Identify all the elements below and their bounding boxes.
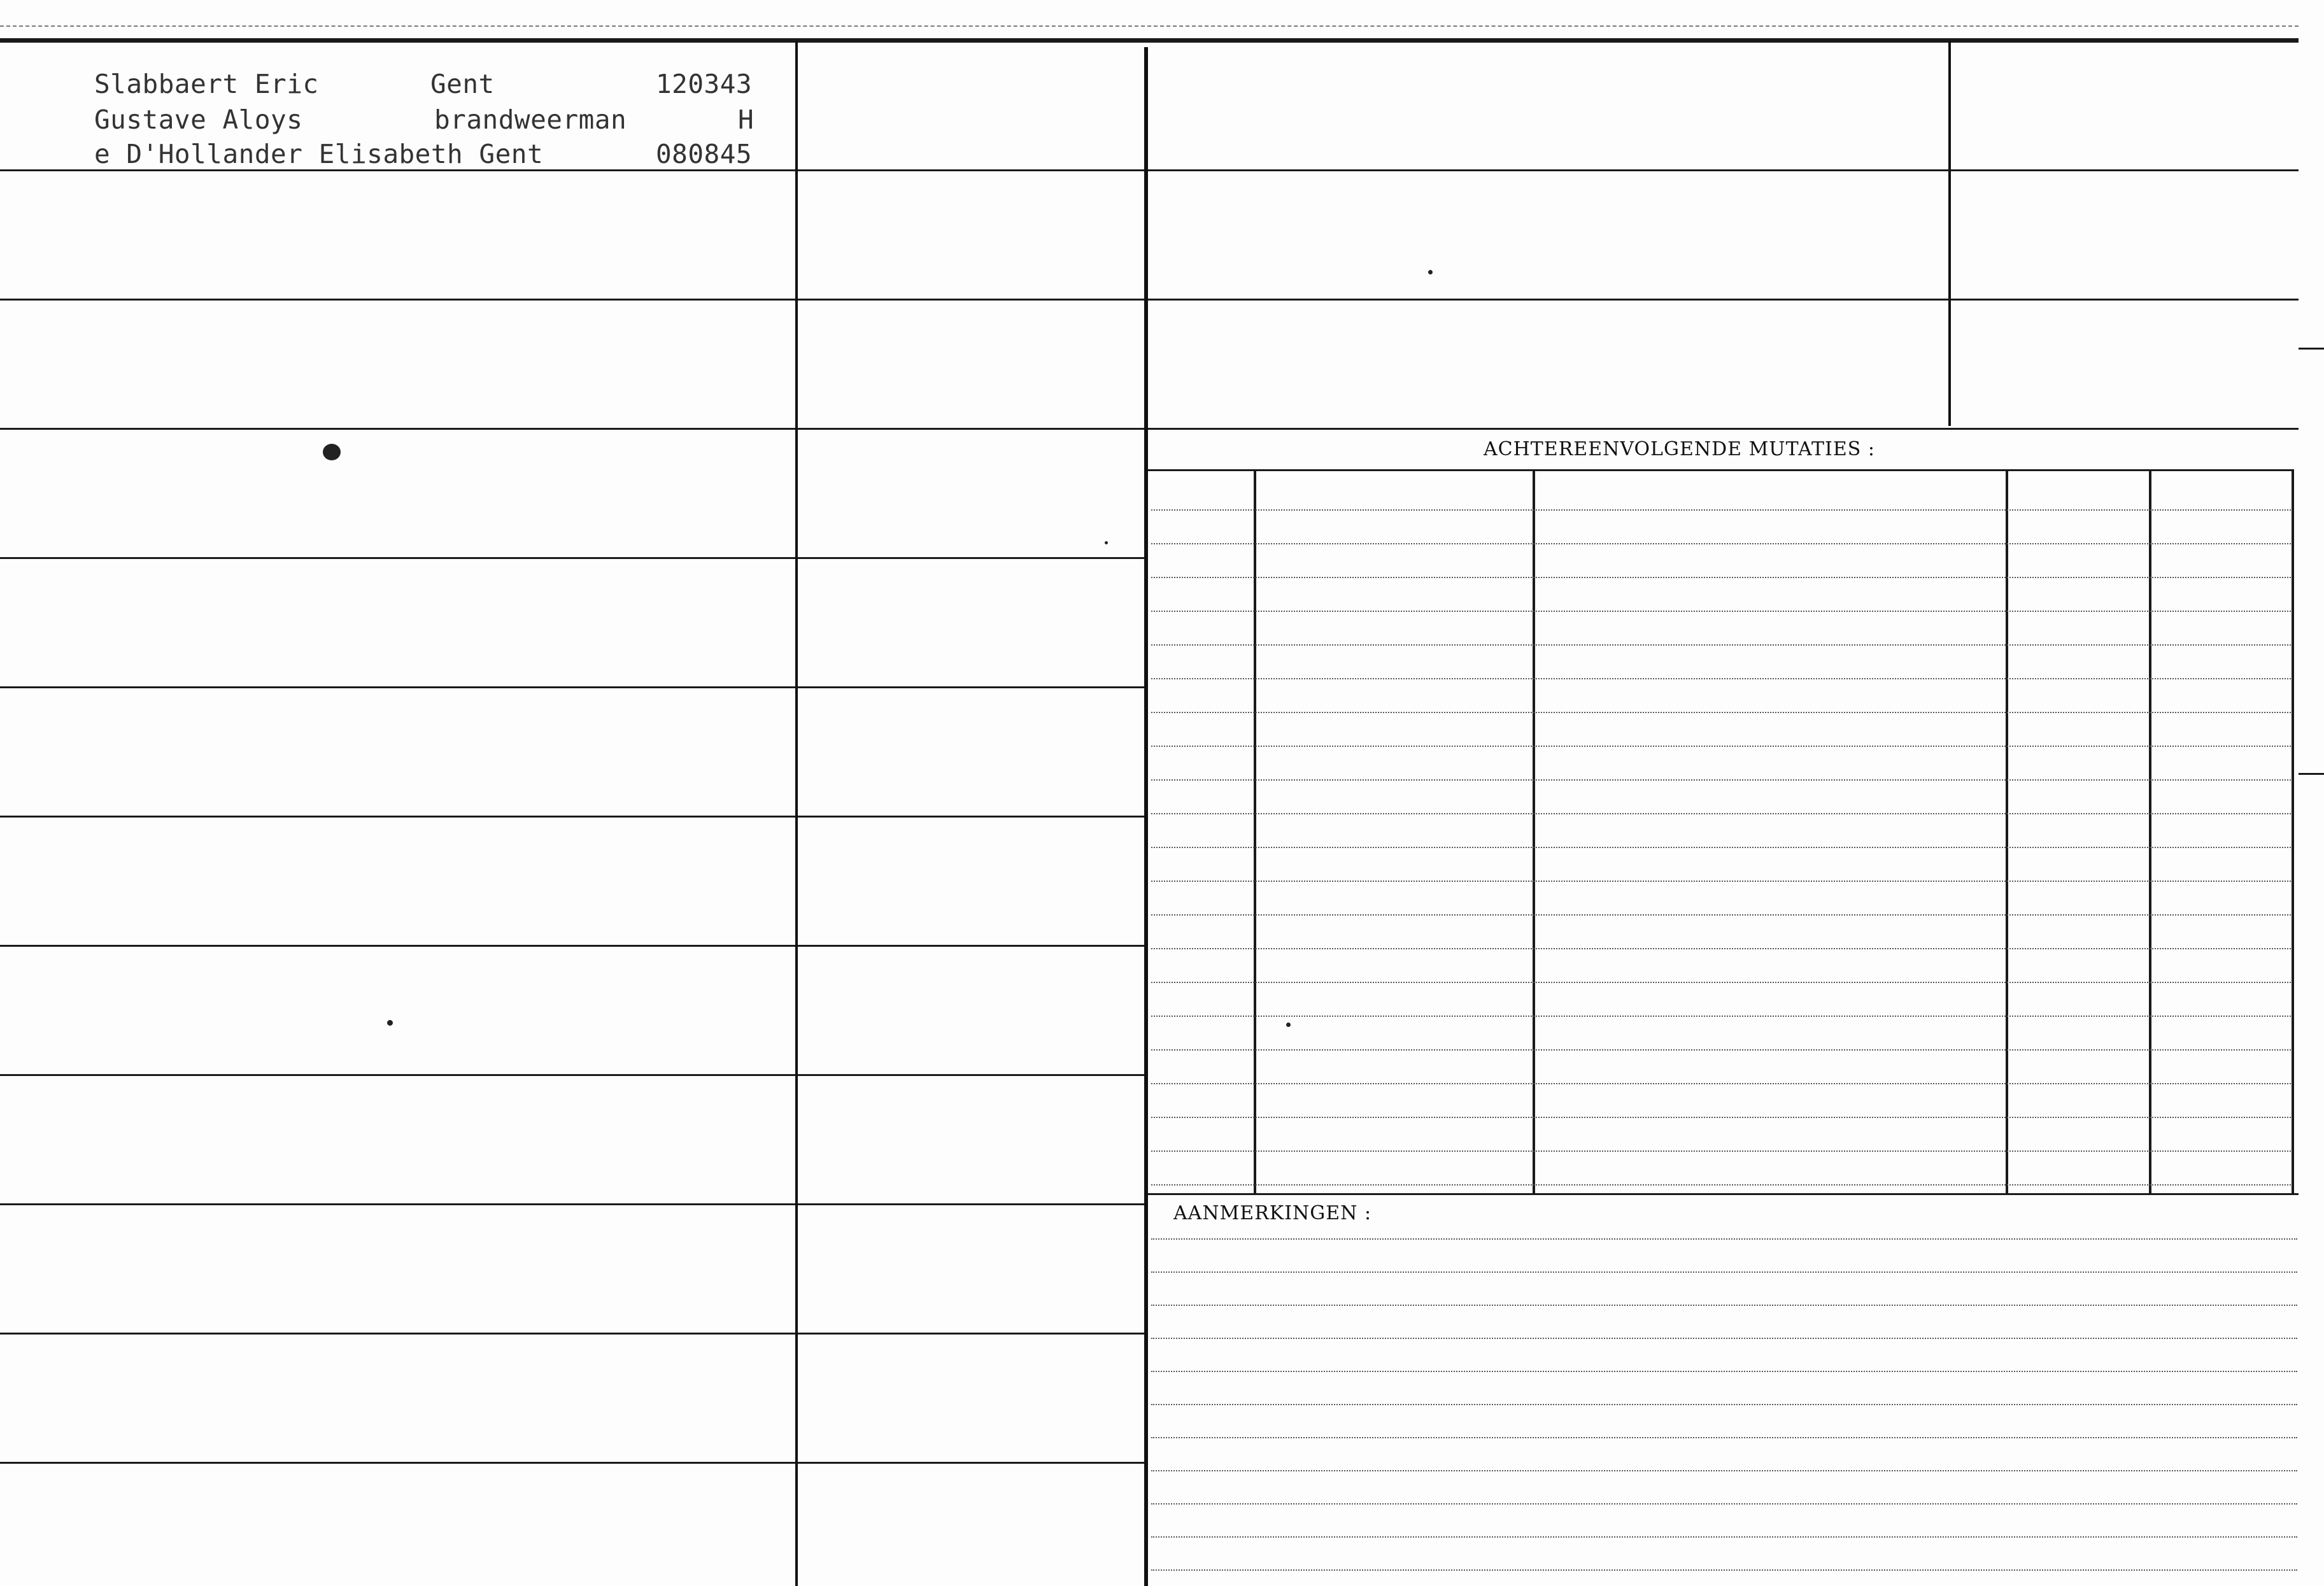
mutation-ruled-line bbox=[1151, 1117, 2291, 1118]
mutation-ruled-line bbox=[1151, 1151, 2291, 1152]
left-row-rule bbox=[0, 299, 795, 301]
middle-row-rule bbox=[798, 428, 1144, 430]
column-divider-right bbox=[1948, 41, 1951, 426]
left-row-rule bbox=[0, 1333, 795, 1335]
entry-place: Gent bbox=[430, 69, 495, 99]
entry-spouse-code: 080845 bbox=[656, 139, 753, 169]
remark-ruled-line bbox=[1151, 1238, 2297, 1240]
mutation-ruled-line bbox=[1151, 1016, 2291, 1017]
left-row-rule bbox=[0, 1074, 795, 1076]
mutation-ruled-line bbox=[1151, 779, 2291, 781]
remark-ruled-line bbox=[1151, 1271, 2297, 1273]
mutations-column-rule bbox=[1533, 471, 1535, 1193]
mutation-ruled-line bbox=[1151, 1049, 2291, 1051]
remark-ruled-line bbox=[1151, 1470, 2297, 1471]
middle-row-rule bbox=[798, 1462, 1144, 1464]
mutation-ruled-line bbox=[1151, 611, 2291, 612]
right-row-rule bbox=[1148, 169, 2299, 171]
remark-ruled-line bbox=[1151, 1371, 2297, 1372]
left-row-rule bbox=[0, 816, 795, 818]
mutation-ruled-line bbox=[1151, 678, 2291, 679]
middle-row-rule bbox=[798, 557, 1144, 559]
remark-ruled-line bbox=[1151, 1536, 2297, 1538]
remark-ruled-line bbox=[1151, 1338, 2297, 1339]
mutation-ruled-line bbox=[1151, 746, 2291, 747]
mutations-table-top bbox=[1148, 469, 2294, 471]
right-margin-tick bbox=[2299, 348, 2324, 350]
mutations-heading: ACHTEREENVOLGENDE MUTATIES : bbox=[1484, 438, 1875, 460]
middle-row-rule bbox=[798, 1203, 1144, 1205]
entry-birth-code: 120343 bbox=[656, 69, 753, 99]
ink-speck bbox=[1286, 1023, 1291, 1027]
left-row-rule bbox=[0, 428, 795, 430]
mutation-ruled-line bbox=[1151, 982, 2291, 983]
ink-speck bbox=[1105, 541, 1108, 544]
right-margin-tick bbox=[2299, 773, 2324, 775]
middle-row-rule bbox=[798, 945, 1144, 947]
mutation-ruled-line bbox=[1151, 644, 2291, 646]
mutation-ruled-line bbox=[1151, 712, 2291, 713]
entry-profession: brandweerman bbox=[434, 104, 627, 135]
left-row-rule bbox=[0, 945, 795, 947]
top-rule bbox=[0, 38, 2299, 43]
ink-speck bbox=[1428, 270, 1433, 274]
left-row-rule bbox=[0, 686, 795, 688]
mutations-column-rule bbox=[2149, 471, 2151, 1193]
mutations-column-rule bbox=[2292, 471, 2294, 1193]
mutations-table-bottom bbox=[1148, 1193, 2299, 1195]
column-divider-middle bbox=[1144, 47, 1148, 1586]
left-row-rule bbox=[0, 169, 795, 171]
mutation-ruled-line bbox=[1151, 948, 2291, 949]
middle-row-rule bbox=[798, 299, 1144, 301]
remark-ruled-line bbox=[1151, 1569, 2297, 1571]
mutation-ruled-line bbox=[1151, 509, 2291, 511]
mutation-ruled-line bbox=[1151, 813, 2291, 814]
remark-ruled-line bbox=[1151, 1437, 2297, 1438]
mutation-ruled-line bbox=[1151, 1184, 2291, 1186]
middle-row-rule bbox=[798, 169, 1144, 171]
entry-name-line1: Slabbaert Eric bbox=[94, 69, 319, 99]
mutations-column-rule bbox=[1254, 471, 1256, 1193]
middle-row-rule bbox=[798, 1074, 1144, 1076]
left-row-rule bbox=[0, 1462, 795, 1464]
middle-row-rule bbox=[798, 1333, 1144, 1335]
mutation-ruled-line bbox=[1151, 543, 2291, 544]
left-row-rule bbox=[0, 557, 795, 559]
remark-ruled-line bbox=[1151, 1404, 2297, 1405]
mutation-ruled-line bbox=[1151, 914, 2291, 916]
mutation-ruled-line bbox=[1151, 577, 2291, 578]
remark-ruled-line bbox=[1151, 1503, 2297, 1505]
mutations-column-rule bbox=[2006, 471, 2008, 1193]
remarks-heading: AANMERKINGEN : bbox=[1173, 1202, 1372, 1224]
column-divider-left bbox=[795, 41, 798, 1586]
right-row-rule bbox=[1148, 428, 2299, 430]
right-row-rule bbox=[1148, 299, 2299, 301]
entry-spouse-line: e D'Hollander Elisabeth Gent bbox=[94, 139, 544, 169]
mutation-ruled-line bbox=[1151, 1083, 2291, 1084]
entry-name-line2: Gustave Aloys bbox=[94, 104, 303, 135]
left-row-rule bbox=[0, 1203, 795, 1205]
ink-speck bbox=[387, 1020, 393, 1026]
mutation-ruled-line bbox=[1151, 847, 2291, 848]
middle-row-rule bbox=[798, 816, 1144, 818]
ink-blot bbox=[323, 444, 341, 460]
mutation-ruled-line bbox=[1151, 881, 2291, 882]
middle-row-rule bbox=[798, 686, 1144, 688]
top-edge-rule bbox=[0, 25, 2299, 27]
remark-ruled-line bbox=[1151, 1305, 2297, 1306]
entry-sex-code: H bbox=[738, 104, 755, 135]
